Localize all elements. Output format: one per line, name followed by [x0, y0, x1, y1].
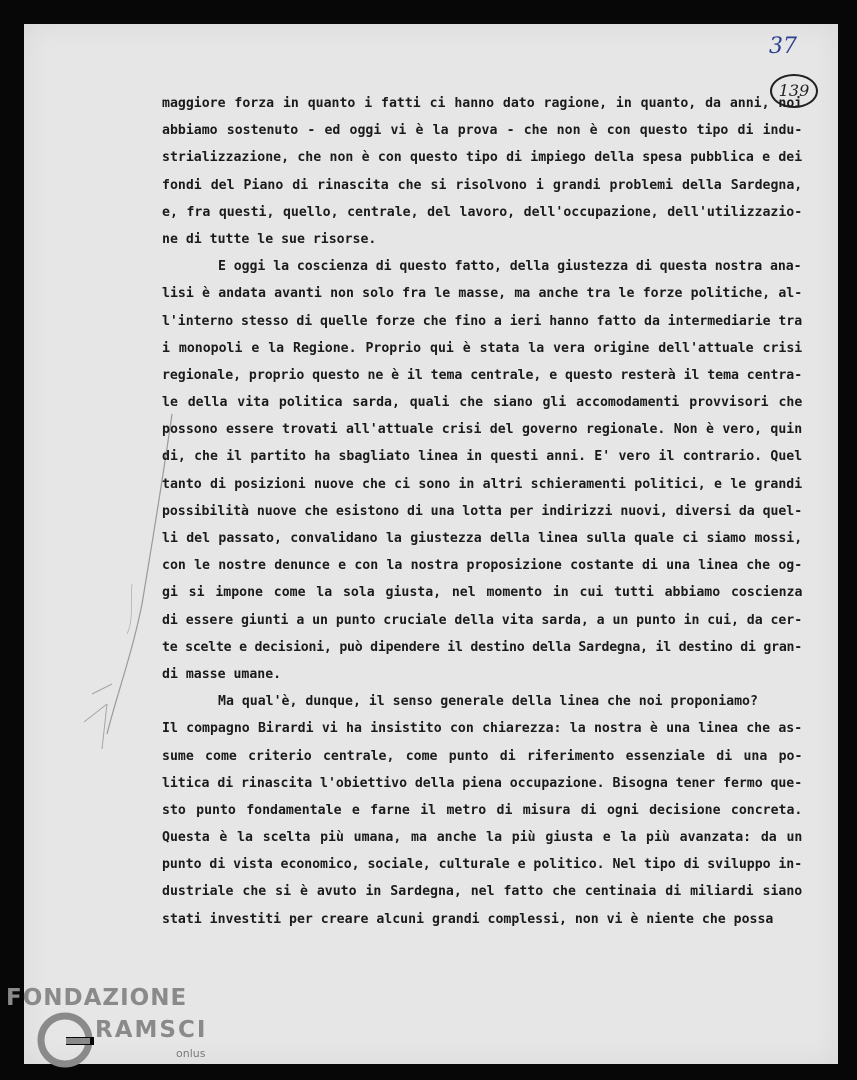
text-line: sto punto fondamentale e farne il metro di misura di ogni decisione concreta.: [162, 802, 803, 818]
text-line: possono essere trovati all'attuale crisi del governo regionale. Non è vero, quin: [162, 422, 803, 438]
text-line: possibilità nuove che esistono di una lotta per indirizzi nuovi, diversi da quel-: [162, 503, 803, 519]
text-line: Questa è la scelta più umana, ma anche la più giusta e la più avanzata: da un: [162, 830, 803, 846]
watermark-line-3: onlus: [176, 1047, 206, 1060]
text-line: di masse umane.: [162, 666, 282, 682]
text-line: lisi è andata avanti non solo fra le masse, ma anche tra le forze politiche, al-: [162, 286, 803, 302]
text-line: punto di vista economico, sociale, culturale e politico. Nel tipo di sviluppo in-: [162, 857, 803, 873]
text-line: gi si impone come la sola giusta, nel momento in cui tutti abbiamo coscienza: [162, 585, 803, 601]
text-line: maggiore forza in quanto i fatti ci hanno dato ragione, in quanto, da anni, noi: [162, 96, 803, 111]
text-line: dustriale che si è avuto in Sardegna, nel fatto che centinaia di miliardi siano: [162, 884, 803, 900]
text-line: litica di rinascita l'obiettivo della piena occupazione. Bisogna tener fermo que-: [162, 775, 803, 791]
text-line: te scelte e decisioni, può dipendere il destino della Sardegna, il destino di gran-: [162, 639, 802, 655]
text-line: strializzazione, che non è con questo tipo di impiego della spesa pubblica e dei: [162, 150, 803, 166]
text-line: di essere giunti a un punto cruciale della vita sarda, a un punto in cui, da cer-: [162, 612, 803, 628]
text-line: fondi del Piano di rinascita che si risolvono i grandi problemi della Sardegna,: [162, 177, 803, 193]
text-line: sume come criterio centrale, come punto di riferimento essenziale di una po-: [162, 748, 803, 764]
watermark-line-1: FONDAZIONE: [6, 985, 188, 1011]
text-line: Il compagno Birardi vi ha insistito con chiarezza: la nostra è una linea che as-: [162, 721, 803, 737]
text-line: l'interno stesso di quelle forze che fino a ieri hanno fatto da intermediarie tra: [162, 313, 803, 329]
text-line: stati investiti per creare alcuni grandi complessi, non vi è niente che possa: [162, 911, 774, 927]
gramsci-g-logo-icon: [36, 1011, 94, 1069]
text-line: regionale, proprio questo ne è il tema centrale, e questo resterà il tema centra-: [162, 367, 803, 383]
document-body: [162, 90, 802, 933]
text-line: abbiamo sostenuto - ed oggi vi è la prova - che non è con questo tipo di indu-: [162, 123, 803, 139]
text-line: Ma qual'è, dunque, il senso generale della linea che noi proponiamo?: [218, 694, 758, 710]
text-line: le della vita politica sarda, quali che siano gli accomodamenti provvisori che: [162, 395, 803, 411]
watermark-line-2: RAMSCI: [95, 1017, 208, 1043]
handwritten-page-number: 37: [769, 34, 797, 59]
text-line: ne di tutte le sue risorse.: [162, 231, 377, 247]
text-line: E oggi la coscienza di questo fatto, della giustezza di questa nostra ana-: [218, 259, 802, 275]
text-line: li del passato, convalidano la giustezza della linea sulla quale ci siamo mossi,: [162, 531, 803, 546]
fondazione-gramsci-watermark: [0, 985, 220, 1080]
text-line: con le nostre denunce e con la nostra proposizione costante di una linea che og-: [162, 558, 803, 574]
text-line: i monopoli e la Regione. Proprio qui è stata la vera origine dell'attuale crisi: [162, 340, 803, 356]
text-line: di, che il partito ha sbagliato linea in questi anni. E' vero il contrario. Quel: [162, 449, 803, 465]
text-line: tanto di posizioni nuove che ci sono in altri schieramenti politici, e le grandi: [162, 476, 803, 492]
text-line: e, fra questi, quello, centrale, del lavoro, dell'occupazione, dell'utilizzazio-: [162, 204, 803, 220]
circled-archive-number: 139: [770, 74, 818, 108]
